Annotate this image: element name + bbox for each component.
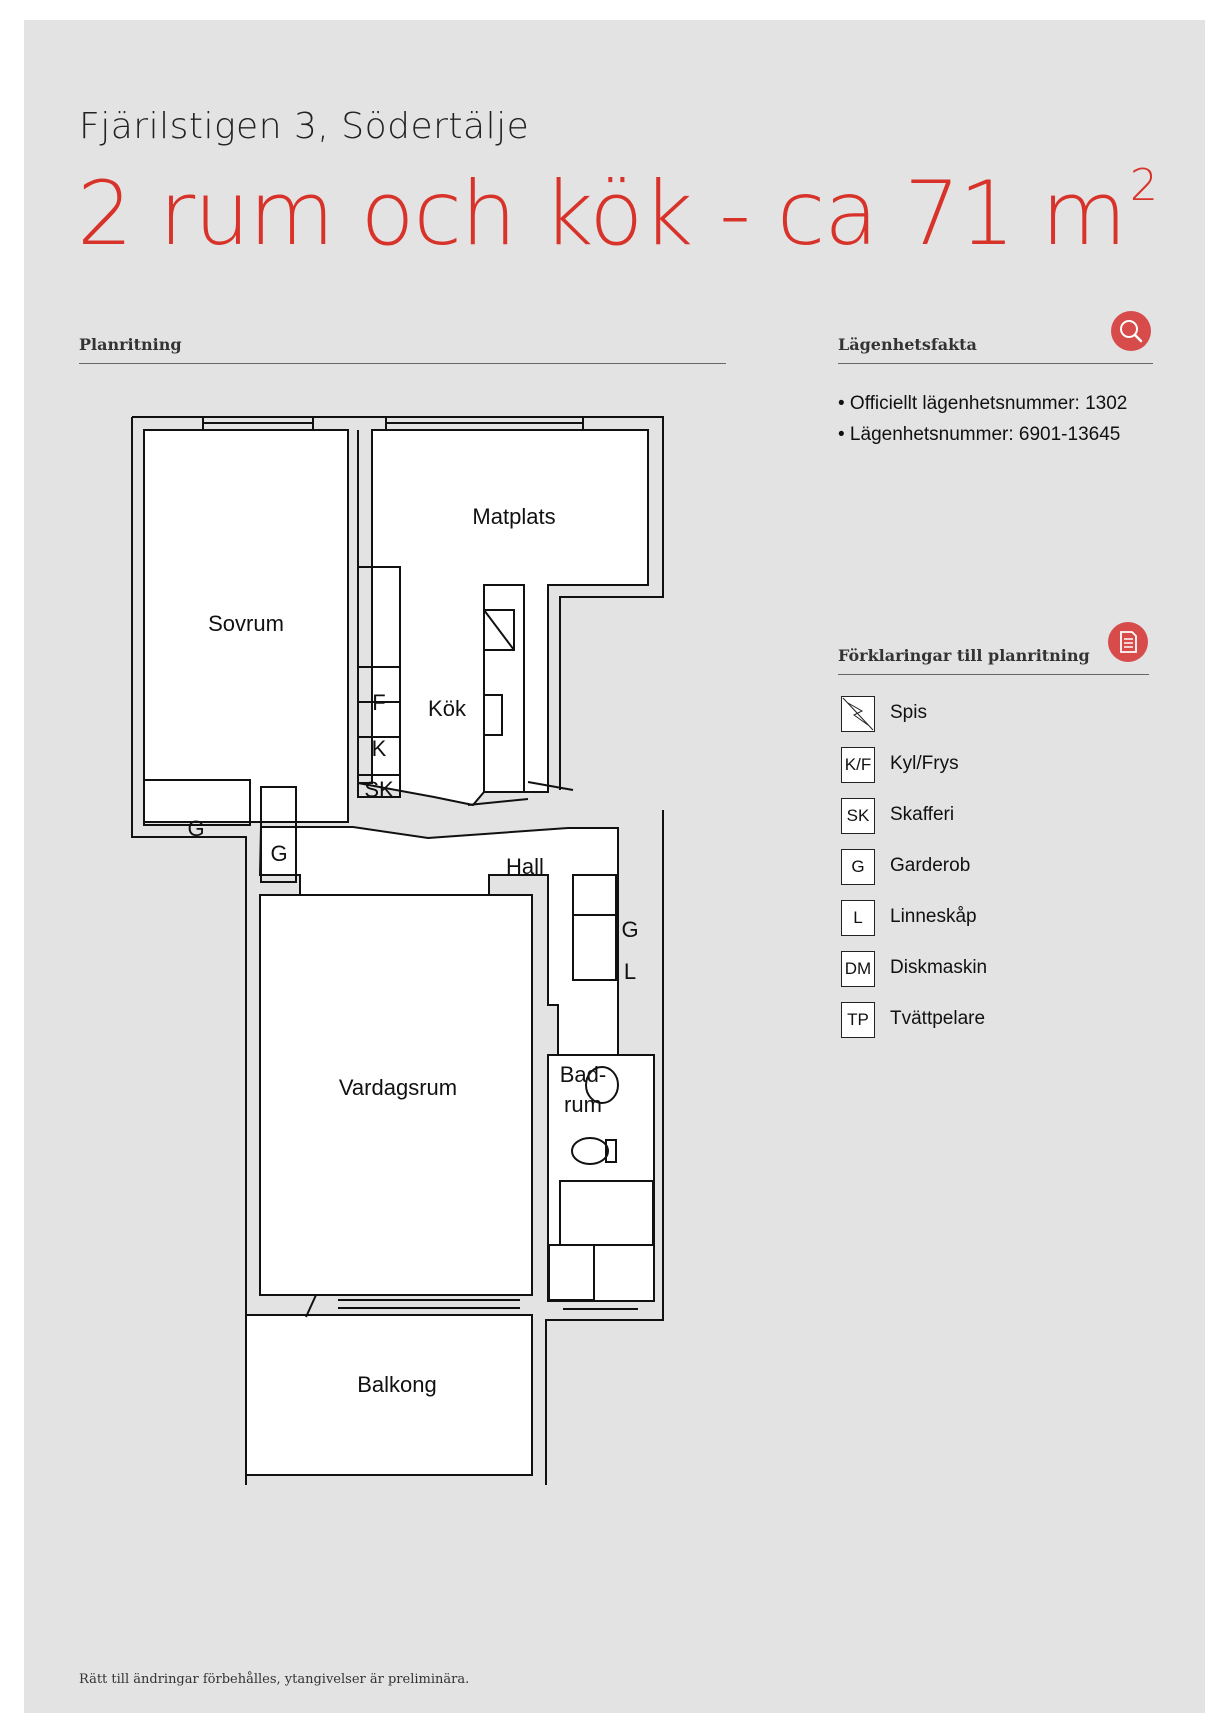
room-kitchen bbox=[358, 430, 648, 805]
label-kok: Kök bbox=[428, 696, 466, 721]
legend-code: DM bbox=[841, 951, 875, 987]
address: Fjärilstigen 3, Södertälje bbox=[79, 106, 530, 147]
label-g-hall: G bbox=[270, 841, 288, 866]
label-g-sovrum: G bbox=[187, 816, 205, 841]
stove-icon bbox=[841, 696, 875, 732]
legend-code: G bbox=[841, 849, 875, 885]
legend-code: L bbox=[841, 900, 875, 936]
label-f: F bbox=[372, 690, 386, 715]
legend-label: Spis bbox=[890, 702, 927, 723]
plan-rule bbox=[79, 363, 726, 364]
label-l-closet: L bbox=[623, 959, 637, 984]
label-badrum-2: rum bbox=[564, 1092, 602, 1117]
legend-label: Linneskåp bbox=[890, 906, 977, 927]
page-title: 2 rum och kök - ca 71 $m^2$ bbox=[77, 160, 1157, 265]
search-icon[interactable] bbox=[1111, 311, 1151, 351]
facts-heading: Lägenhetsfakta bbox=[838, 335, 977, 354]
legend-label: Diskmaskin bbox=[890, 957, 988, 978]
label-hall: Hall bbox=[506, 854, 544, 879]
label-g-closet: G bbox=[621, 917, 639, 942]
legend-rule bbox=[838, 674, 1149, 675]
legend-label: Tvättpelare bbox=[890, 1008, 986, 1029]
legend-heading: Förklaringar till planritning bbox=[838, 646, 1090, 665]
label-badrum-1: Bad- bbox=[559, 1062, 607, 1087]
legend-label: Kyl/Frys bbox=[890, 753, 959, 774]
label-sovrum: Sovrum bbox=[208, 611, 284, 636]
legend-code: K/F bbox=[841, 747, 875, 783]
legend-label: Garderob bbox=[890, 855, 971, 876]
footer-note: Rätt till ändringar förbehålles, ytangivelser är preliminära. bbox=[79, 1672, 470, 1687]
document-icon[interactable] bbox=[1108, 622, 1148, 662]
floor-plan bbox=[128, 405, 678, 1490]
label-k: K bbox=[371, 736, 387, 761]
facts-rule bbox=[838, 363, 1153, 364]
plan-heading: Planritning bbox=[79, 335, 182, 354]
fact-apartment-number: • Lägenhetsnummer: 6901-13645 bbox=[838, 424, 1121, 445]
legend-code: TP bbox=[841, 1002, 875, 1038]
facts-list bbox=[838, 388, 1127, 450]
legend-code: SK bbox=[841, 798, 875, 834]
fact-official-number: • Officiellt lägenhetsnummer: 1302 bbox=[838, 393, 1128, 414]
label-sk: SK bbox=[364, 777, 394, 802]
label-balkong: Balkong bbox=[357, 1372, 437, 1397]
legend-label: Skafferi bbox=[890, 804, 955, 825]
label-matplats: Matplats bbox=[472, 504, 556, 529]
label-vardagsrum: Vardagsrum bbox=[338, 1075, 458, 1100]
title-superscript: 2 bbox=[1129, 160, 1157, 211]
